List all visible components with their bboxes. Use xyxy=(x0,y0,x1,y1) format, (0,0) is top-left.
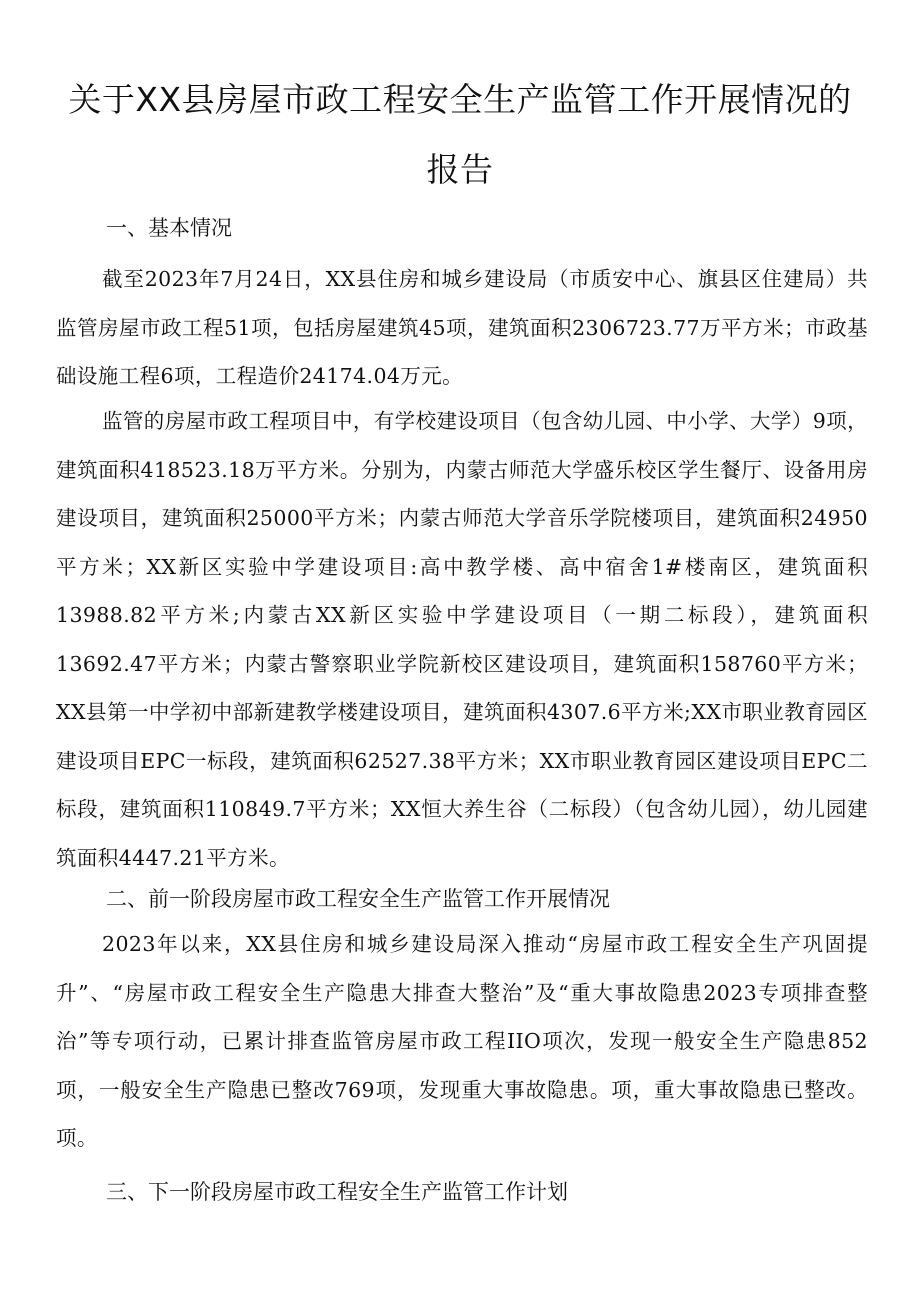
section-heading-next-plan: 三、下一阶段房屋市政工程安全生产监管工作计划 xyxy=(106,1180,568,1204)
document-title-line-1: 关于XX县房屋市政工程安全生产监管工作开展情况的 xyxy=(68,80,852,119)
section-heading-previous-work: 二、前一阶段房屋市政工程安全生产监管工作开展情况 xyxy=(106,887,610,911)
paragraph-supervision-summary: 截至2023年7月24日，XX县住房和城乡建设局（市质安中心、旗县区住建局）共监管房屋市政工程51项，包括房屋建筑45项，建筑面积2306723.77万平方米；市政基础设施工程6项，工程造价24174.04万元。 xyxy=(56,267,868,388)
section-heading-basic-info: 一、基本情况 xyxy=(106,216,232,240)
document-title-line-2: 报告 xyxy=(426,150,494,189)
paragraph-inspection-results: 2023年以来，XX县住房和城乡建设局深入推动“房屋市政工程安全生产巩固提升”、“房屋市政工程安全生产隐患大排查大整治”及“重大事故隐患2023专项排查整治”等专项行动，已累计排查监管房屋市政工程IIO项次，发现一般安全生产隐患852项，一般安全生产隐患已整改769项，发现重大事故隐患。项，重大事故隐患已整改。项。 xyxy=(56,932,868,1150)
paragraph-school-projects: 监管的房屋市政工程项目中，有学校建设项目（包含幼儿园、中小学、大学）9项，建筑面积418523.18万平方米。分别为，内蒙古师范大学盛乐校区学生餐厅、设备用房建设项目，建筑面积25000平方米；内蒙古师范大学音乐学院楼项目，建筑面积24950平方米；XX新区实验中学建设项目:高中教学楼、高中宿舍1#楼南区，建筑面积13988.82平方米;内蒙古XX新区实验中学建设项目（一期二标段），建筑面积13692.47平方米；内蒙古警察职业学院新校区建设项目，建筑面积158760平方米；XX县第一中学初中部新建教学楼建设项目，建筑面积4307.6平方米;XX市职业教育园区建设项目EPC一标段，建筑面积62527.38平方米；XX市职业教育园区建设项目EPC二标段，建筑面积110849.7平方米；XX恒大养生谷（二标段）（包含幼儿园），幼儿园建筑面积4447.21平方米。 xyxy=(56,409,868,870)
